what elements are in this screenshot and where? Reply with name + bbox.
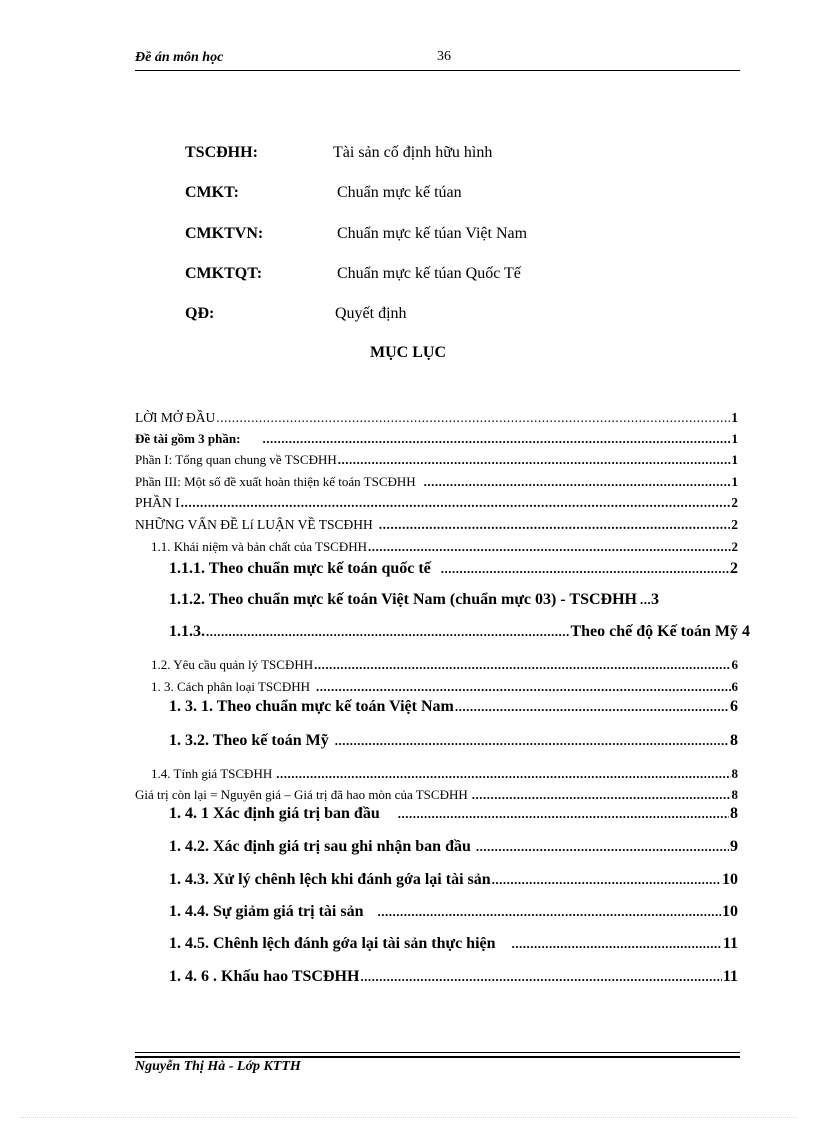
abbreviation-key: CMKTQT: bbox=[185, 265, 263, 282]
toc-entry-text: LỜI MỞ ĐẦU bbox=[135, 410, 216, 425]
toc-entry-text: 1.1.1. Theo chuẩn mực kế toán quốc tế bbox=[169, 560, 431, 577]
toc-entry-text: 1.2. Yêu cầu quản lý TSCĐHH bbox=[151, 657, 314, 672]
toc-entry-page: 4 bbox=[742, 623, 750, 640]
toc-entry-1-4-1[interactable] bbox=[169, 805, 738, 823]
footer-author: Nguyễn Thị Hà - Lớp KTTH bbox=[135, 1059, 301, 1074]
toc-entry-page: 1 bbox=[731, 452, 738, 467]
toc-entry-1-4-4[interactable] bbox=[169, 903, 738, 921]
toc-entry-1-1-2[interactable] bbox=[169, 591, 738, 609]
toc-entry-text: NHỮNG VẤN ĐỀ Lí LUẬN VỀ TSCĐHH bbox=[135, 517, 373, 532]
toc-entry-text: 1. 3. Cách phân loại TSCĐHH bbox=[151, 679, 310, 694]
toc-entry-page: 8 bbox=[730, 732, 738, 749]
toc-entry-gia-tri-con-lai[interactable] bbox=[135, 787, 738, 803]
abbreviation-key: CMKT: bbox=[185, 184, 239, 201]
abbreviation-value: Chuẩn mực kế túan Việt Nam bbox=[337, 225, 528, 242]
toc-entry-text: 1.1.2. Theo chuẩn mực kế toán Việt Nam (chuẩn mực 03) - TSCĐHH bbox=[169, 591, 637, 608]
abbreviation-value: Quyết định bbox=[335, 305, 407, 322]
toc-entry-text: Phần III: Một số đề xuất hoàn thiện kế toán TSCĐHH bbox=[135, 474, 416, 489]
abbreviation-key: CMKTVN: bbox=[185, 225, 264, 242]
toc-entry-page: 6 bbox=[731, 657, 738, 672]
abbreviation-value: Chuẩn mực kế túan Quốc Tế bbox=[337, 265, 521, 282]
toc-entry-page: 2 bbox=[731, 539, 738, 554]
toc-entry-text: PHẦN I bbox=[135, 495, 180, 510]
toc-entry-text: Đề tài gồm 3 phần: bbox=[135, 431, 241, 446]
toc-entry-page: 6 bbox=[730, 698, 738, 715]
toc-entry-page: 10 bbox=[722, 871, 738, 888]
toc-entry-page: 6 bbox=[731, 679, 738, 694]
toc-entry-page: 2 bbox=[731, 517, 738, 532]
toc-entry-page: 2 bbox=[730, 560, 738, 577]
toc-entry-phan-i-tong-quan[interactable] bbox=[135, 452, 738, 468]
toc-entry-page: 10 bbox=[722, 903, 738, 920]
toc-entry-de-tai[interactable] bbox=[135, 431, 738, 447]
toc-entry-1-3-2[interactable] bbox=[169, 732, 738, 750]
document-title: Đề án môn học bbox=[135, 50, 224, 65]
toc-entry-page: 11 bbox=[722, 968, 738, 985]
abbreviation-value: Chuẩn mực kế túan bbox=[337, 184, 462, 201]
toc-entry-page: 8 bbox=[731, 766, 738, 781]
toc-entry-text: Phần I: Tổng quan chung về TSCĐHH bbox=[135, 452, 337, 467]
toc-entry-text-after: Theo chế độ Kế toán Mỹ bbox=[570, 623, 738, 640]
toc-entry-page: 9 bbox=[730, 838, 738, 855]
abbreviation-value: Tài sản cố định hữu hình bbox=[333, 144, 493, 161]
toc-entry-1-4-6[interactable] bbox=[169, 968, 738, 986]
toc-entry-phan-iii[interactable] bbox=[135, 474, 738, 490]
abbreviation-key: TSCĐHH: bbox=[185, 144, 258, 161]
toc-entry-1-4-3[interactable] bbox=[169, 871, 738, 889]
toc-entry-text: 1. 4. 6 . Khấu hao TSCĐHH bbox=[169, 968, 360, 985]
toc-entry-text: 1. 4.5. Chênh lệch đánh gớa lại tài sản thực hiện bbox=[169, 935, 496, 952]
toc-entry-phan-i[interactable] bbox=[135, 495, 738, 511]
toc-entry-text: 1. 3.2. Theo kế toán Mỹ bbox=[169, 732, 329, 749]
toc-entry-text: Giá trị còn lại = Nguyên giá – Giá trị đã hao mòn của TSCĐHH bbox=[135, 787, 468, 802]
toc-title: MỤC LỤC bbox=[370, 344, 446, 361]
page-bottom-dotted-line bbox=[20, 1117, 796, 1118]
toc-entry-loi-mo-dau[interactable] bbox=[135, 410, 738, 426]
toc-entry-1-1-1[interactable] bbox=[169, 560, 738, 578]
toc-entry-1-4-2[interactable] bbox=[169, 838, 738, 856]
toc-entry-text: 1. 4.2. Xác định giá trị sau ghi nhận ban đầu bbox=[169, 838, 471, 855]
toc-entry-page: 1 bbox=[731, 410, 738, 425]
toc-entry-1-4[interactable] bbox=[151, 766, 738, 782]
toc-entry-text: 1.1.3. bbox=[169, 623, 205, 640]
toc-entry-1-3[interactable] bbox=[151, 679, 738, 695]
page-number: 36 bbox=[437, 49, 451, 64]
toc-entry-page: 11 bbox=[722, 935, 738, 952]
footer-rule bbox=[135, 1052, 740, 1053]
toc-entry-page: 2 bbox=[731, 495, 738, 510]
abbreviation-key: QĐ: bbox=[185, 305, 215, 322]
toc-entry-text: 1.1. Khái niệm và bản chất của TSCĐHH bbox=[151, 539, 368, 554]
toc-entry-page: 3 bbox=[650, 591, 659, 608]
toc-entry-1-4-5[interactable] bbox=[169, 935, 738, 953]
toc-entry-text: 1. 3. 1. Theo chuẩn mực kế toán Việt Nam bbox=[169, 698, 454, 715]
toc-entry-1-3-1[interactable] bbox=[169, 698, 738, 716]
toc-entry-text: 1. 4. 1 Xác định giá trị ban đầu bbox=[169, 805, 380, 822]
toc-entry-text: 1.4. Tính giá TSCĐHH bbox=[151, 766, 273, 781]
toc-entry-1-2[interactable] bbox=[151, 657, 738, 673]
toc-entry-text: 1. 4.3. Xử lý chênh lệch khi đánh gớa lại tài sản bbox=[169, 871, 491, 888]
page-header bbox=[135, 48, 740, 71]
toc-entry-text: 1. 4.4. Sự giảm giá trị tài sản bbox=[169, 903, 364, 920]
toc-entry-page: 8 bbox=[730, 805, 738, 822]
toc-entry-page: 1 bbox=[731, 474, 738, 489]
toc-entry-nhung-van-de[interactable] bbox=[135, 517, 738, 533]
toc-entry-1-1-3[interactable] bbox=[169, 623, 750, 641]
footer-rule-thick bbox=[135, 1056, 740, 1058]
toc-entry-page: 1 bbox=[731, 431, 738, 446]
toc-entry-page: 8 bbox=[731, 787, 738, 802]
toc-entry-1-1[interactable] bbox=[151, 539, 738, 555]
